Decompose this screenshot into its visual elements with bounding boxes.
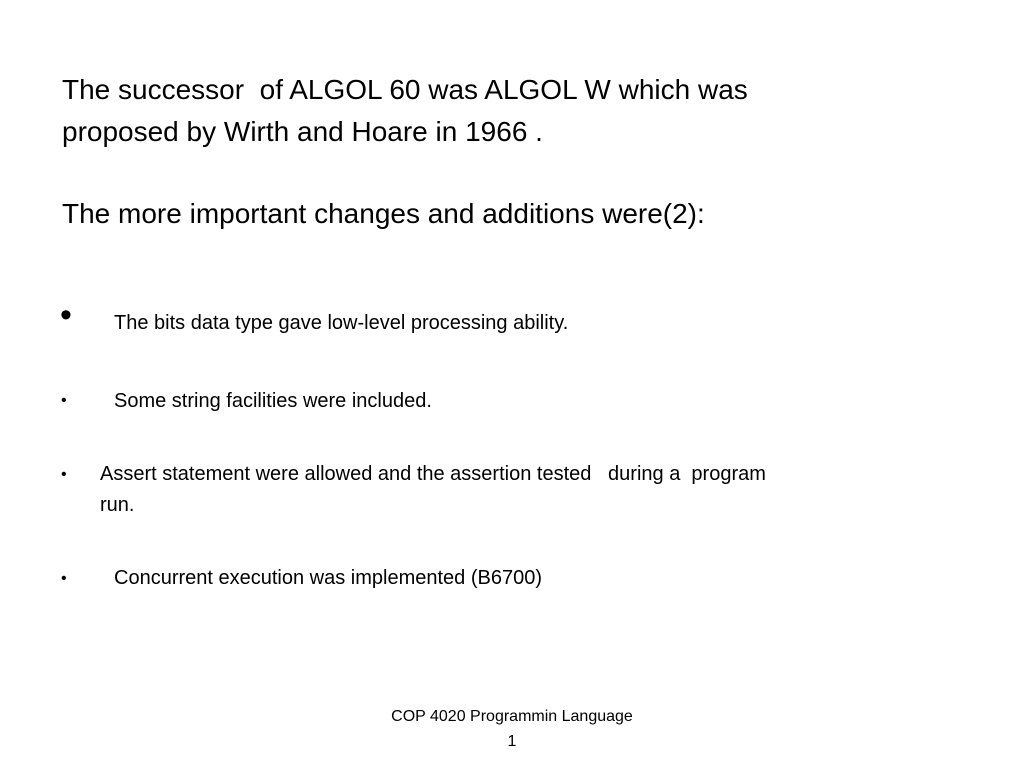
bullet-icon: • xyxy=(61,392,67,409)
bullet-text: Some string facilities were included. xyxy=(114,390,432,412)
footer-course-title: COP 4020 Programmin Language xyxy=(391,708,633,725)
heading-line-2: proposed by Wirth and Hoare in 1966 . xyxy=(62,116,543,147)
bullet-text: Concurrent execution was implemented (B6700) xyxy=(114,567,542,589)
bullet-icon: • xyxy=(61,570,67,587)
bullet-text: The bits data type gave low-level processing ability. xyxy=(114,312,569,334)
bullet-text-line-1: Assert statement were allowed and the assertion tested during a program xyxy=(100,463,766,485)
bullet-icon: • xyxy=(60,296,72,334)
heading-line-1: The successor of ALGOL 60 was ALGOL W which was xyxy=(62,74,748,105)
footer-page-number: 1 xyxy=(507,733,517,750)
subheading: The more important changes and additions were(2): xyxy=(62,198,705,229)
bullet-icon: • xyxy=(61,466,67,483)
bullet-text-line-2: run. xyxy=(100,494,135,516)
